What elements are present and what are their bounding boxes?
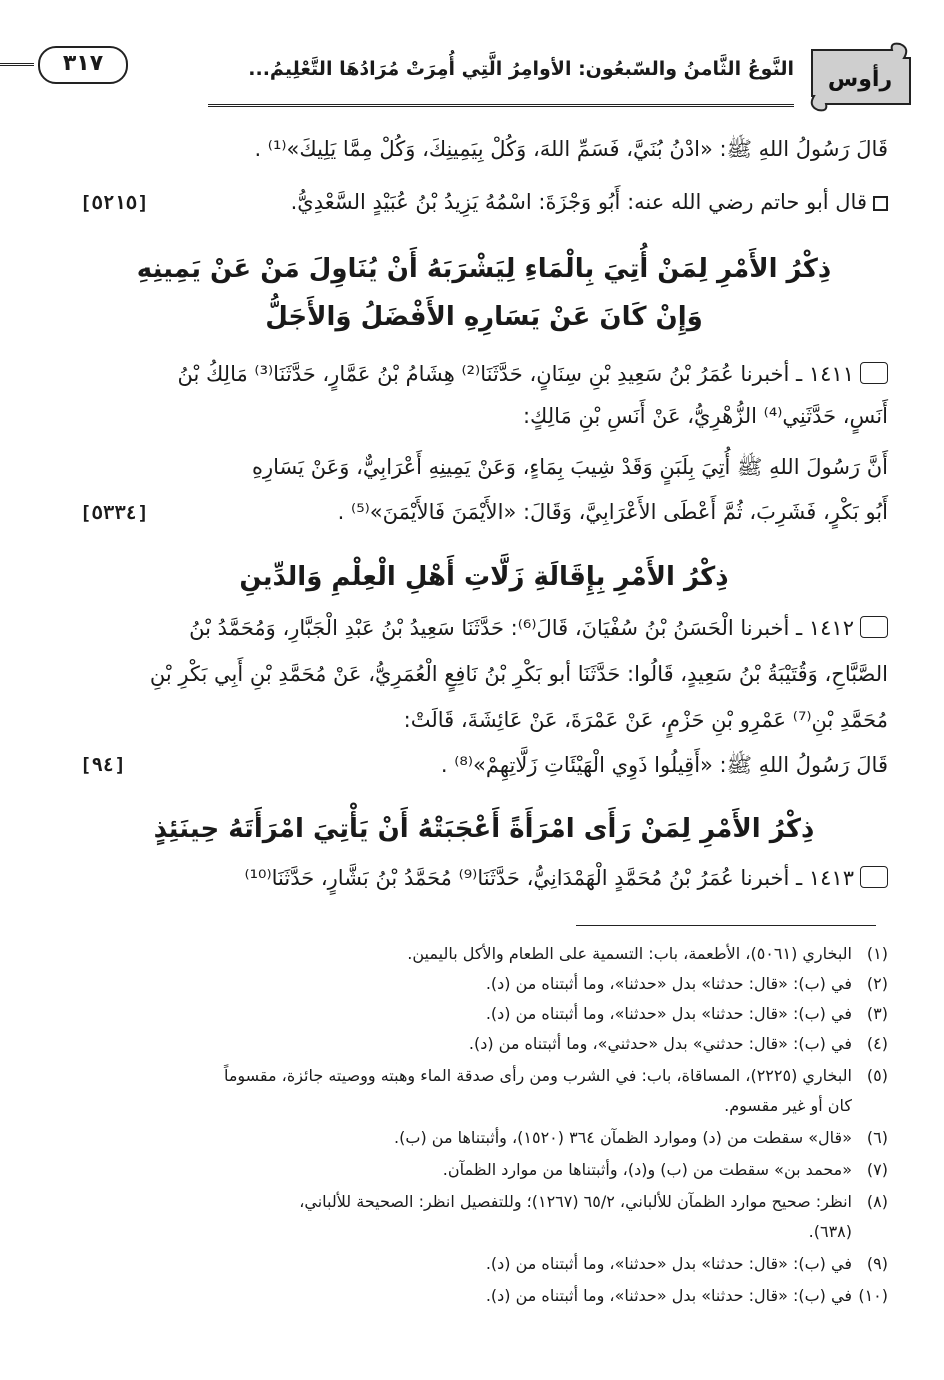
- matn-line: أَنَّ رَسُولَ اللهِ ﷺ أُتِيَ بِلَبَنٍ وَقَدْ شِيبَ بِمَاءٍ، وَعَنْ يَمِينِهِ أَعْرَابِيٌّ، وَعَنْ يَسَارِهِ: [251, 455, 888, 479]
- footnote-number: (٣): [866, 1004, 888, 1023]
- matn-line: أَبُو بَكْرٍ، فَشَرِبَ، ثُمَّ أَعْطَى الأَعْرَابِيَّ، وَقَالَ: «الأَيْمَنَ فَالأَيْمَنَ»⁽⁵⁾ .: [337, 500, 888, 524]
- footnote-number: (٤): [866, 1034, 888, 1053]
- chapter-heading: ذِكْرُ الأَمْرِ بِإِقَالَةِ زَلَّاتِ أَهْلِ الْعِلْمِ وَالدِّينِ: [239, 562, 729, 592]
- hadith-text-line: قَالَ رَسُولُ اللهِ ﷺ: «ادْنُ بُنَيَّ، فَسَمِّ اللهَ، وَكُلْ بِيَمِينِكَ، وَكُلْ مِمَّا يَلِيكَ»⁽¹⁾ .: [254, 137, 888, 161]
- footnote-separator: [576, 925, 876, 926]
- chapter-heading: وَإِنْ كَانَ عَنْ يَسَارِهِ الأَفْضَلُ وَالأَجَلُّ: [265, 302, 703, 332]
- footnote-line: [70, 974, 888, 993]
- footnote-line: [70, 1160, 888, 1179]
- footnote-number: (٢): [866, 974, 888, 993]
- footnote-line: [70, 1034, 888, 1053]
- footnote-text: (٦٣٨).: [808, 1222, 852, 1241]
- hadith-marker-icon: [860, 362, 888, 384]
- reference-number: [٥٢١٥]: [80, 192, 149, 214]
- footnote-number: (٩): [866, 1254, 888, 1273]
- running-title: النَّوعُ الثَّامنُ والسّبعُون: الأوامِرُ الَّتِي أُمِرَتْ مُرَادُهَا التَّعْلِيمُ...: [248, 58, 794, 80]
- reference-number: [٩٤]: [80, 754, 126, 776]
- footnote-line: [70, 1004, 888, 1023]
- footnote-text: في (ب): «قال: حدثنا» بدل «حدثنا»، وما أثبتناه من (د).: [485, 974, 852, 993]
- page-header: [78, 40, 914, 110]
- footnote-text: في (ب): «قال: حدثنا» بدل «حدثنا»، وما أثبتناه من (د).: [485, 1286, 852, 1305]
- chapter-heading: ذِكْرُ الأَمْرِ لِمَنْ رَأَى امْرَأَةً أَعْجَبَتْهُ أَنْ يَأْتِيَ امْرَأَتَهُ حِينَئِذٍ: [153, 814, 815, 844]
- footnote-text: البخاري (٥٠٦١)، الأطعمة، باب: التسمية على الطعام والأكل باليمين.: [407, 944, 852, 963]
- hadith-marker-icon: [860, 616, 888, 638]
- footnote-text: البخاري (٢٢٢٥)، المساقاة، باب: في الشرب ومن رأى صدقة الماء وهبته ووصيته جائزة، مقسوماً: [223, 1066, 852, 1085]
- isnad-line: ١٤١٢ ـ أخبرنا الْحَسَنُ بْنُ سُفْيَانَ، قَالَ⁽⁶⁾: حَدَّثَنَا سَعِيدُ بْنُ عَبْدِ الْجَبَّارِ، وَمُحَمَّدُ بْنُ: [80, 616, 888, 640]
- matn-line: قَالَ رَسُولُ اللهِ ﷺ: «أَقِيلُوا ذَوِي الْهَيْئَاتِ زَلَّاتِهِمْ»⁽⁸⁾ .: [440, 753, 888, 777]
- page-number: ٣١٧: [38, 46, 128, 84]
- footnote-text: في (ب): «قال: حدثنا» بدل «حدثنا»، وما أثبتناه من (د).: [485, 1254, 852, 1273]
- footnote-number: (٧): [866, 1160, 888, 1179]
- footnote-line: [70, 1192, 888, 1211]
- footnote-line: [70, 1254, 888, 1273]
- footnote-number: (٦): [866, 1128, 888, 1147]
- footnote-text: انظر: صحيح موارد الظمآن للألباني، ٦٥/٢ (١٢٦٧)؛ وللتفصيل انظر: الصحيحة للألباني،: [299, 1192, 852, 1211]
- footnote-line: [70, 1286, 888, 1305]
- footnote-number: (١): [866, 944, 888, 963]
- isnad-line: مُحَمَّدِ بْنِ⁽⁷⁾ عَمْرِو بْنِ حَزْمٍ، عَنْ عَمْرَةَ، عَنْ عَائِشَةَ، قَالَتْ:: [403, 708, 888, 732]
- isnad-line: ١٤١١ ـ أخبرنا عُمَرُ بْنُ سَعِيدِ بْنِ سِنَانٍ، حَدَّثَنَا⁽²⁾ هِشَامُ بْنُ عَمَّارٍ، حَدَّثَنَا⁽³⁾ مَالِكُ بْنُ: [80, 362, 888, 386]
- footnote-number: (١٠): [858, 1286, 888, 1305]
- puzzle-text: رأوس: [827, 67, 893, 92]
- header-rule: [208, 104, 794, 107]
- reference-number: [٥٣٣٤]: [80, 502, 149, 524]
- footnote-number: (٨): [866, 1192, 888, 1211]
- footnote-line: [70, 1128, 888, 1147]
- footnote-line: [70, 1066, 888, 1085]
- isnad-line: أَنَسٍ، حَدَّثَنِي⁽⁴⁾ الزُّهْرِيُّ، عَنْ أَنَسِ بْنِ مَالِكٍ:: [522, 404, 888, 428]
- footnote-line: [70, 1096, 888, 1115]
- footnote-text: في (ب): «قال: حدثني» بدل «حدثني»، وما أثبتناه من (د).: [468, 1034, 852, 1053]
- square-bullet-icon: [873, 196, 888, 211]
- puzzle-piece-icon: [806, 42, 914, 112]
- footnote-text: في (ب): «قال: حدثنا» بدل «حدثنا»، وما أثبتناه من (د).: [485, 1004, 852, 1023]
- isnad-line: ١٤١٣ ـ أخبرنا عُمَرُ بْنُ مُحَمَّدٍ الْهَمْدَانِيُّ، حَدَّثَنَا⁽⁹⁾ مُحَمَّدُ بْنُ بَشَّارٍ، حَدَّثَنَا⁽¹⁰⁾: [80, 866, 888, 890]
- narrator-note: قال أبو حاتم رضي الله عنه: أَبُو وَجْزَةَ: اسْمُهُ يَزِيدُ بْنُ عُبَيْدٍ السَّعْدِيُّ.: [80, 190, 888, 214]
- footnote-number: (٥): [866, 1066, 888, 1085]
- footnote-text: «قال» سقطت من (د) وموارد الظمآن ٣٦٤ (١٥٢٠)، وأثبتناها من (ب).: [394, 1128, 852, 1147]
- footnote-text: «محمد بن» سقطت من (ب) و(د)، وأثبتناها من موارد الظمآن.: [442, 1160, 852, 1179]
- footnote-line: [70, 944, 888, 963]
- hadith-marker-icon: [860, 866, 888, 888]
- footnote-line: [70, 1222, 888, 1241]
- footnote-text: كان أو غير مقسوم.: [724, 1096, 852, 1115]
- isnad-line: الصَّبَّاحِ، وَقُتَيْبَةُ بْنُ سَعِيدٍ، قَالُوا: حَدَّثَنَا أبو بَكْرِ بْنُ نَافِعٍ الْعُمَرِيُّ، عَنْ مُحَمَّدِ بْنِ أَبِي بَكْرِ بْنِ: [149, 662, 888, 686]
- chapter-heading: ذِكْرُ الأَمْرِ لِمَنْ أُتِيَ بِالْمَاءِ لِيَشْرَبَهُ أَنْ يُنَاوِلَ مَنْ عَنْ يَمِينِهِ: [136, 254, 832, 284]
